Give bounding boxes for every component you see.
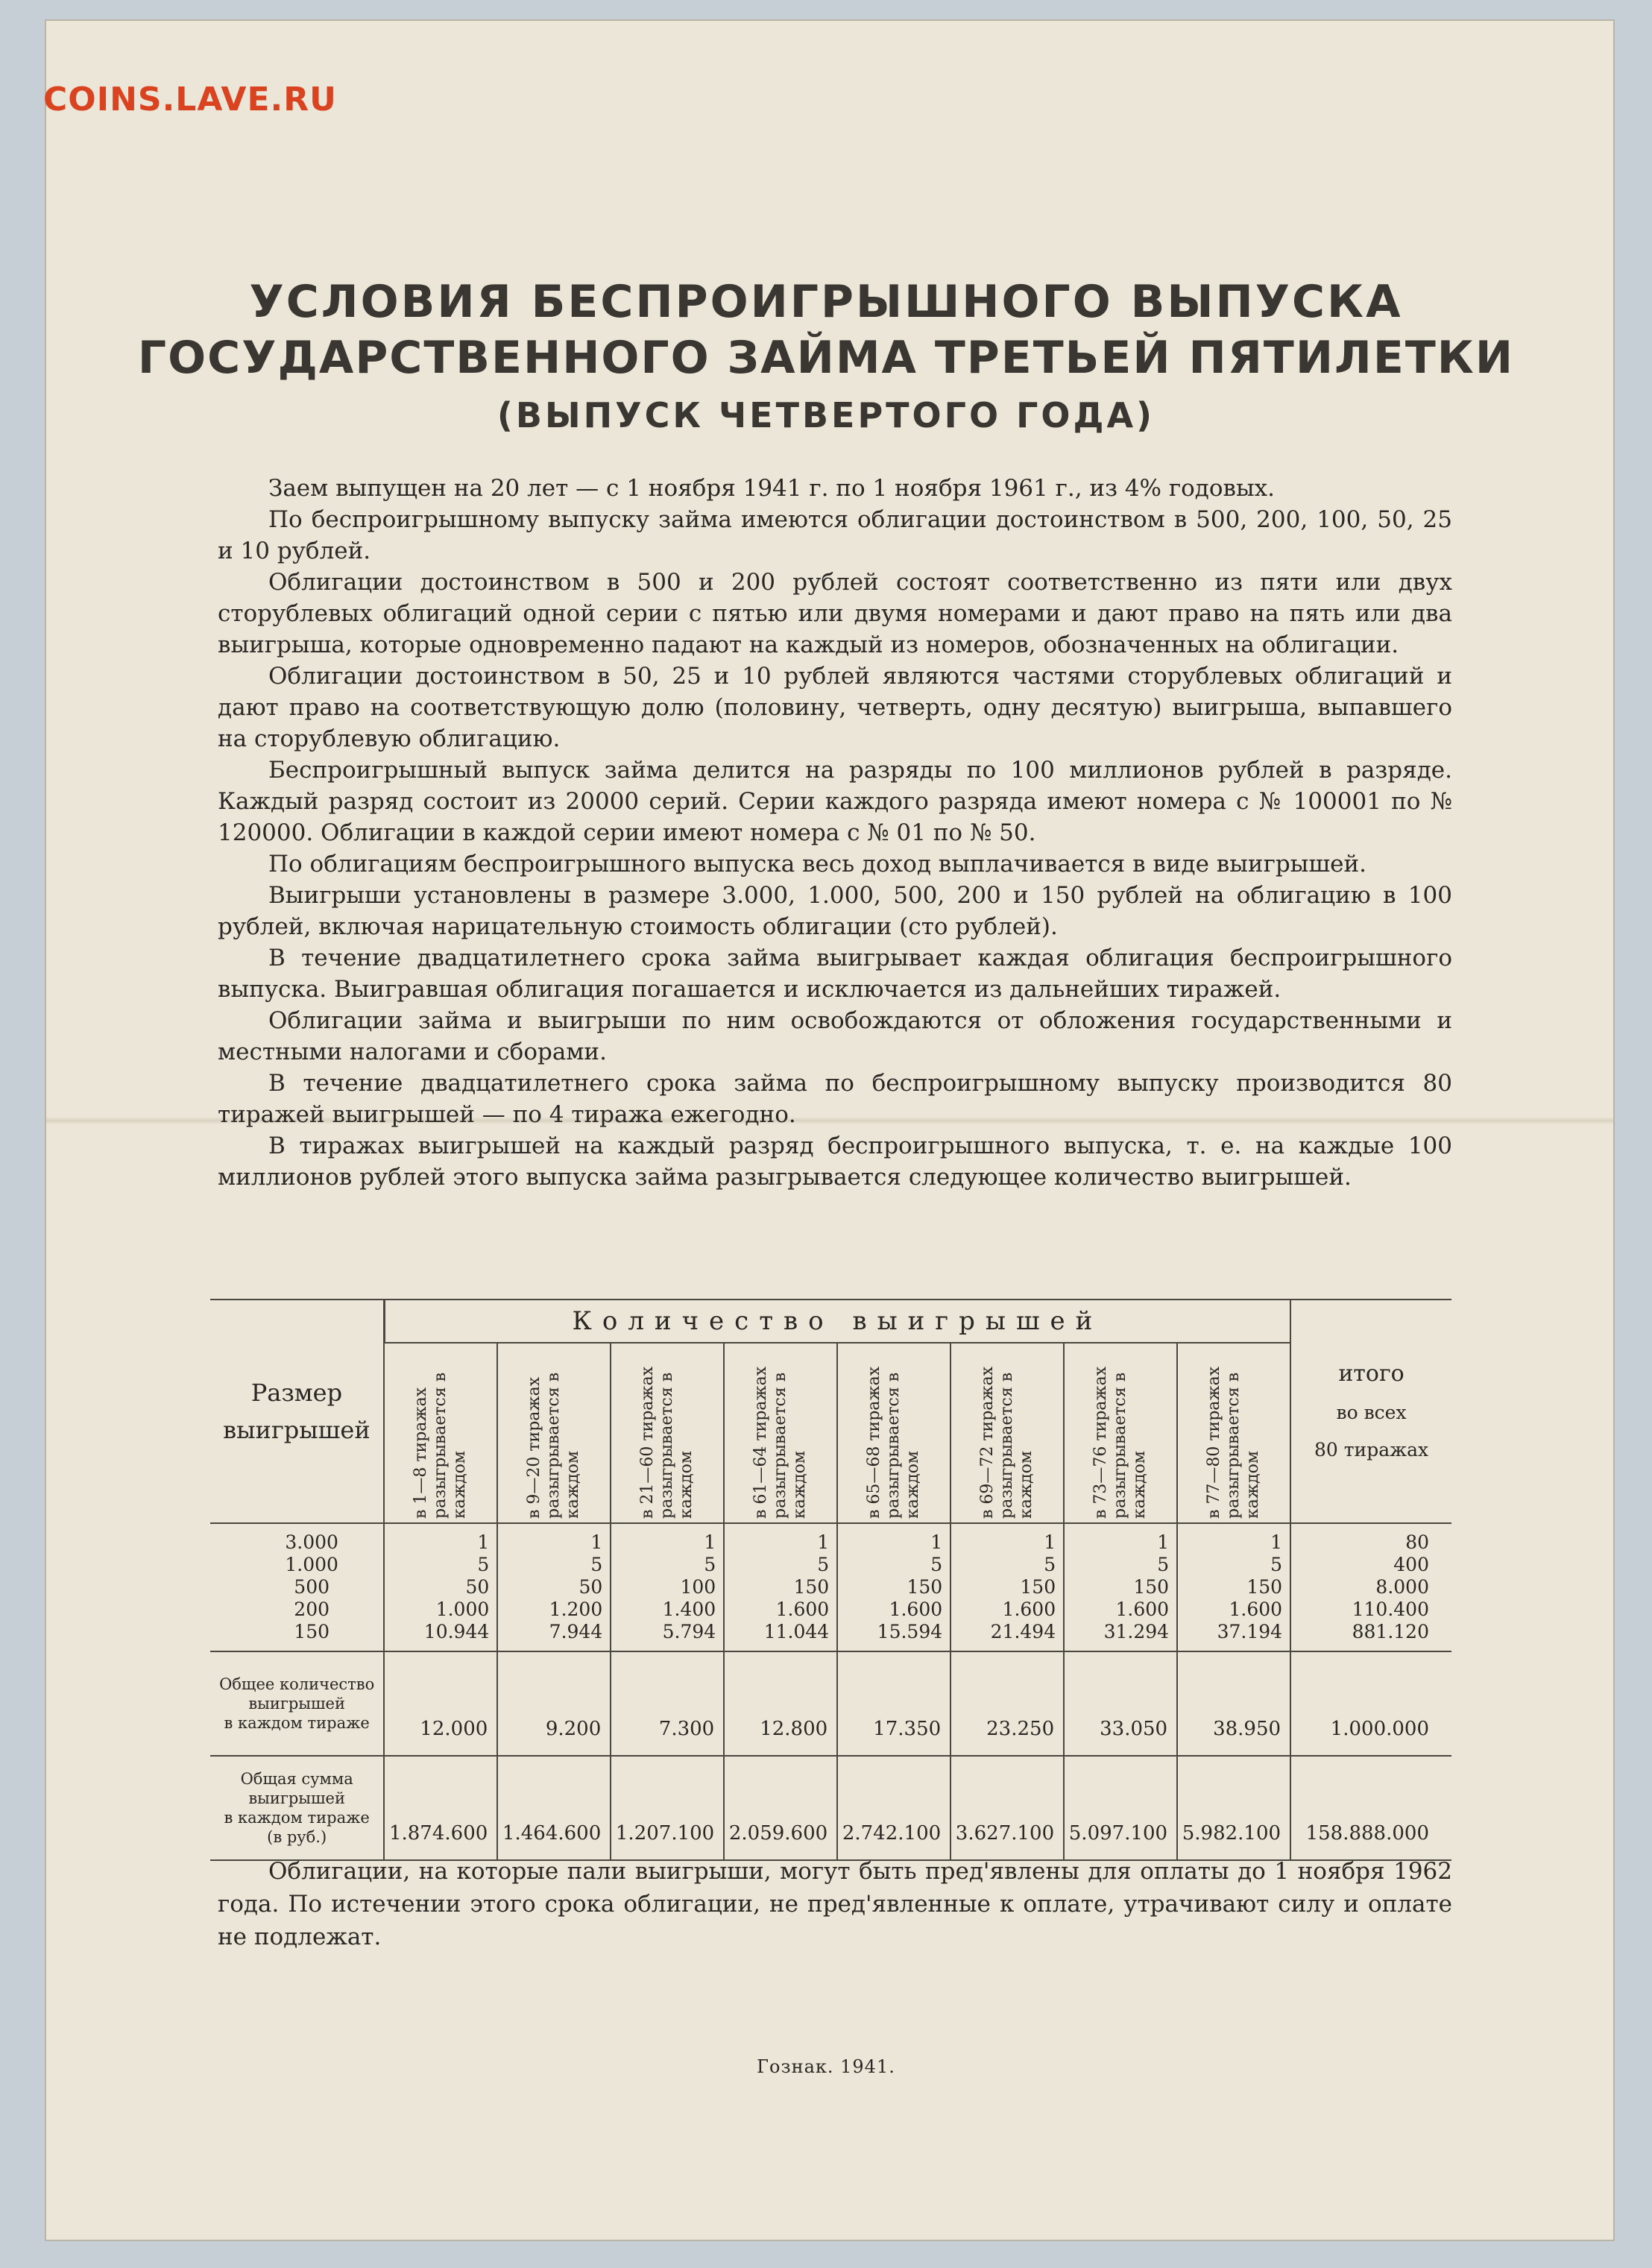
- count-value: 5: [817, 1554, 830, 1575]
- table-header-row: [210, 1300, 1451, 1343]
- count-value: 5: [477, 1554, 490, 1575]
- body-text: [218, 473, 1452, 1193]
- count-header: Количество выигрышей: [384, 1300, 1290, 1343]
- count-value: 1: [1270, 1531, 1283, 1553]
- column-header-text: в 21—60 тиражах разыгрывается в каждом: [638, 1366, 696, 1519]
- row-label-line: Общая сумма: [240, 1770, 353, 1788]
- column-header: [611, 1343, 724, 1523]
- paragraph: В течение двадцатилетнего срока займа по беспроигрышному выпуску производится 80 тиражей выигрышей — по 4 тиража ежегодно.: [218, 1070, 1452, 1128]
- table-cell: 1.000.000: [1290, 1651, 1451, 1756]
- row-label-line: (в руб.): [267, 1828, 327, 1846]
- table-cell: 12.800: [724, 1651, 837, 1756]
- prize-size: 150: [294, 1621, 330, 1642]
- paragraph: В тиражах выигрышей на каждый разряд беспроигрышного выпуска, т. е. на каждые 100 миллионов рублей этого выпуска займа разыгрывается следующее количество выигрышей.: [218, 1133, 1452, 1191]
- column-header: [950, 1343, 1064, 1523]
- column-header-text: в 73—76 тиражах разыгрывается в каждом: [1091, 1366, 1150, 1519]
- count-value: 150: [1246, 1576, 1283, 1598]
- column-header-text: в 9—20 тиражах разыгрывается в каждом: [525, 1372, 583, 1519]
- table-row: [210, 1651, 1451, 1756]
- table-cell: 2.059.600: [724, 1756, 837, 1860]
- table-row: [210, 1523, 1451, 1651]
- count-cell: [497, 1523, 611, 1651]
- column-header: [1177, 1343, 1290, 1523]
- prize-size: 3.000: [285, 1531, 338, 1553]
- column-header-text: в 1—8 тиражах разыгрывается в каждом: [412, 1372, 470, 1519]
- count-value: 1: [704, 1531, 716, 1553]
- paragraph: Беспроигрышный выпуск займа делится на разряды по 100 миллионов рублей в разряде. Каждый разряд состоит из 20000 серий. Серии каждого разряда имеют номера с № 100001 по № 120000. Облигации в каждой серии имеют номера с № 01 по № 50.: [218, 757, 1452, 846]
- table-row: [210, 1756, 1451, 1860]
- row-label-line: выигрышей: [248, 1695, 345, 1713]
- count-value: 31.294: [1103, 1621, 1170, 1642]
- title-line-2: ГОСУДАРСТВЕННОГО ЗАЙМА ТРЕТЬЕЙ ПЯТИЛЕТКИ: [137, 332, 1515, 384]
- column-header: [497, 1343, 611, 1523]
- row-label-line: выигрышей: [248, 1789, 345, 1807]
- title-line-3: (ВЫПУСК ЧЕТВЕРТОГО ГОДА): [496, 395, 1156, 435]
- column-header-text: в 77—80 тиражах разыгрывается в каждом: [1205, 1366, 1263, 1519]
- count-value: 5: [704, 1554, 716, 1575]
- count-value: 150: [1020, 1576, 1056, 1598]
- closing-text: [218, 1855, 1452, 1953]
- count-value: 1.400: [662, 1598, 716, 1620]
- count-cell: [1064, 1523, 1177, 1651]
- count-value: 5: [930, 1554, 943, 1575]
- count-value: 11.044: [763, 1621, 830, 1642]
- count-cell: [724, 1523, 837, 1651]
- paragraph: Облигации достоинством в 500 и 200 рублей состоят соответственно из пяти или двух сторублевых облигаций одной серии с пятью или двумя номерами и дают право на пять или два выигрыша, которые одновременно падают на каждый из номеров, обозначенных на облигации.: [218, 569, 1452, 658]
- count-value: 1: [1044, 1531, 1056, 1553]
- size-header: Размер выигрышей: [210, 1300, 384, 1523]
- column-header: [1064, 1343, 1177, 1523]
- prize-size: 500: [294, 1576, 330, 1598]
- paragraph: В течение двадцатилетнего срока займа выигрывает каждая облигация беспроигрышного выпуска. Выигравшая облигация погашается и исключается из дальнейших тиражей.: [218, 945, 1452, 1003]
- row-label: [210, 1756, 384, 1860]
- column-header-text: в 61—64 тиражах разыгрывается в каждом: [751, 1366, 810, 1519]
- count-value: 50: [578, 1576, 603, 1598]
- table-cell: 7.300: [611, 1651, 724, 1756]
- total-header-label: итого: [1338, 1361, 1404, 1387]
- total-cell: [1290, 1523, 1451, 1651]
- total-value: 881.120: [1352, 1621, 1429, 1642]
- footer-imprint: Гознак. 1941.: [757, 2056, 895, 2077]
- count-value: 150: [907, 1576, 943, 1598]
- count-cell: [384, 1523, 497, 1651]
- table-cell: 12.000: [384, 1651, 497, 1756]
- count-value: 5: [1270, 1554, 1283, 1575]
- count-value: 1.600: [1229, 1598, 1283, 1620]
- paragraph: Облигации достоинством в 50, 25 и 10 рублей являются частями сторублевых облигаций и дают право на соответствующую долю (половину, четверть, одну десятую) выигрыша, выпавшего на сторублевую облигацию.: [218, 663, 1452, 752]
- total-header: [1290, 1300, 1451, 1523]
- table-cell: 158.888.000: [1290, 1756, 1451, 1860]
- count-value: 1.600: [1115, 1598, 1170, 1620]
- column-header-text: в 69—72 тиражах разыгрывается в каждом: [978, 1366, 1036, 1519]
- count-value: 1: [477, 1531, 490, 1553]
- count-value: 5: [1044, 1554, 1056, 1575]
- count-cell: [1177, 1523, 1290, 1651]
- prize-size: 200: [294, 1598, 330, 1620]
- paragraph: Заем выпущен на 20 лет — с 1 ноября 1941 г. по 1 ноября 1961 г., из 4% годовых.: [268, 475, 1275, 502]
- table-cell: 2.742.100: [837, 1756, 950, 1860]
- count-value: 5: [590, 1554, 603, 1575]
- count-value: 1: [817, 1531, 830, 1553]
- paragraph: По облигациям беспроигрышного выпуска весь доход выплачивается в виде выигрышей.: [268, 851, 1367, 878]
- count-value: 5: [1157, 1554, 1170, 1575]
- count-value: 1.600: [889, 1598, 943, 1620]
- row-label: [210, 1651, 384, 1756]
- table-cell: 5.097.100: [1064, 1756, 1177, 1860]
- count-value: 1.600: [775, 1598, 830, 1620]
- total-value: 110.400: [1352, 1598, 1429, 1620]
- total-header-sub2: 80 тиражах: [1314, 1439, 1429, 1461]
- count-value: 50: [465, 1576, 490, 1598]
- paragraph: По беспроигрышному выпуску займа имеются облигации достоинством в 500, 200, 100, 50, 25 и 10 рублей.: [218, 506, 1452, 564]
- count-cell: [611, 1523, 724, 1651]
- row-label-line: в каждом тираже: [224, 1809, 370, 1827]
- count-value: 1.000: [435, 1598, 490, 1620]
- total-value: 80: [1405, 1531, 1429, 1553]
- count-value: 1: [930, 1531, 943, 1553]
- table-cell: 17.350: [837, 1651, 950, 1756]
- watermark: COINS.LAVE.RU: [43, 81, 337, 119]
- table-cell: 1.874.600: [384, 1756, 497, 1860]
- column-header: [837, 1343, 950, 1523]
- table-cell: 1.464.600: [497, 1756, 611, 1860]
- row-label-line: в каждом тираже: [224, 1714, 370, 1732]
- count-value: 21.494: [990, 1621, 1056, 1642]
- prize-sizes-cell: [210, 1523, 384, 1651]
- table-cell: 38.950: [1177, 1651, 1290, 1756]
- table-cell: 5.982.100: [1177, 1756, 1290, 1860]
- count-value: 15.594: [877, 1621, 943, 1642]
- count-value: 7.944: [549, 1621, 603, 1642]
- prize-size: 1.000: [285, 1554, 338, 1575]
- table-cell: 3.627.100: [950, 1756, 1064, 1860]
- table-subheader-row: [210, 1343, 1451, 1523]
- table-cell: 1.207.100: [611, 1756, 724, 1860]
- count-value: 10.944: [423, 1621, 490, 1642]
- row-label-line: Общее количество: [219, 1675, 375, 1693]
- count-value: 150: [1133, 1576, 1170, 1598]
- table-cell: 33.050: [1064, 1651, 1177, 1756]
- count-value: 100: [680, 1576, 716, 1598]
- count-cell: [837, 1523, 950, 1651]
- total-header-sub1: во всех: [1336, 1402, 1407, 1423]
- paragraph: Облигации займа и выигрыши по ним освобождаются от обложения государственными и местными налогами и сборами.: [218, 1007, 1452, 1065]
- count-value: 5.794: [662, 1621, 716, 1642]
- total-value: 400: [1393, 1554, 1429, 1575]
- total-value: 8.000: [1375, 1576, 1429, 1598]
- count-value: 1.200: [549, 1598, 603, 1620]
- count-cell: [950, 1523, 1064, 1651]
- count-value: 37.194: [1217, 1621, 1283, 1642]
- table-cell: 23.250: [950, 1651, 1064, 1756]
- count-value: 1.600: [1002, 1598, 1056, 1620]
- paragraph: Выигрыши установлены в размере 3.000, 1.000, 500, 200 и 150 рублей на облигацию в 100 рублей, включая нарицательную стоимость облигации (сто рублей).: [218, 882, 1452, 940]
- column-header-text: в 65—68 тиражах разыгрывается в каждом: [865, 1366, 923, 1519]
- count-value: 1: [1157, 1531, 1170, 1553]
- column-header: [384, 1343, 497, 1523]
- column-header: [724, 1343, 837, 1523]
- count-value: 1: [590, 1531, 603, 1553]
- prize-table: [210, 1299, 1451, 1861]
- title-line-1: УСЛОВИЯ БЕСПРОИГРЫШНОГО ВЫПУСКА: [249, 276, 1403, 328]
- table-cell: 9.200: [497, 1651, 611, 1756]
- closing-paragraph: Облигации, на которые пали выигрыши, могут быть пред'явлены для оплаты до 1 ноября 1962 года. По истечении этого срока облигации, не пред'явленные к оплате, утрачивают силу и оплате не подлежат.: [218, 1858, 1452, 1950]
- count-value: 150: [793, 1576, 830, 1598]
